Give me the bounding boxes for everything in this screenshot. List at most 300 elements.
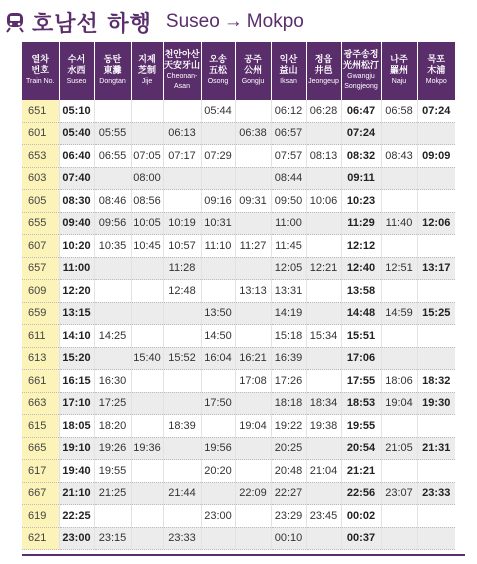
column-header-hanja: 五松 — [208, 66, 227, 76]
table-row — [22, 212, 455, 235]
time-cell: 11:45 — [271, 235, 306, 258]
time-cell: 13:50 — [201, 302, 235, 325]
time-cell: 08:46 — [94, 190, 131, 213]
time-cell: 12:06 — [417, 212, 455, 235]
time-cell — [381, 325, 417, 348]
time-cell: 13:31 — [271, 280, 306, 303]
time-cell: 21:10 — [59, 482, 94, 505]
column-header-en: Naju — [391, 78, 407, 85]
table-row — [22, 347, 455, 370]
time-cell — [306, 280, 341, 303]
time-cell — [201, 527, 235, 550]
column-header-kr: 열차 — [31, 55, 49, 65]
table-row — [22, 460, 455, 483]
time-cell — [306, 212, 341, 235]
time-cell — [235, 437, 271, 460]
time-cell — [94, 257, 131, 280]
time-cell: 23:29 — [271, 505, 306, 528]
time-cell — [381, 415, 417, 438]
column-header — [341, 42, 381, 100]
time-cell: 15:34 — [306, 325, 341, 348]
train-icon — [4, 11, 26, 33]
train-number-cell: 611 — [22, 325, 59, 348]
time-cell: 23:33 — [163, 527, 201, 550]
time-cell: 19:04 — [235, 415, 271, 438]
time-cell: 18:05 — [59, 415, 94, 438]
time-cell — [201, 280, 235, 303]
time-cell: 08:32 — [341, 145, 381, 168]
time-cell — [163, 505, 201, 528]
column-header-kr: 정읍 — [314, 55, 333, 65]
time-cell: 17:10 — [59, 392, 94, 415]
time-cell: 12:40 — [341, 257, 381, 280]
time-cell: 19:04 — [381, 392, 417, 415]
time-cell — [163, 190, 201, 213]
time-cell: 06:13 — [163, 122, 201, 145]
time-cell — [306, 347, 341, 370]
time-cell: 20:20 — [201, 460, 235, 483]
table-row — [22, 482, 455, 505]
time-cell: 07:57 — [271, 145, 306, 168]
time-cell — [381, 347, 417, 370]
time-cell: 23:00 — [59, 527, 94, 550]
time-cell: 14:59 — [381, 302, 417, 325]
time-cell: 22:27 — [271, 482, 306, 505]
time-cell: 09:40 — [59, 212, 94, 235]
column-header-en: Dongtan — [99, 78, 126, 85]
time-cell — [131, 482, 163, 505]
time-cell: 17:08 — [235, 370, 271, 393]
time-cell: 20:54 — [341, 437, 381, 460]
time-cell: 23:33 — [417, 482, 455, 505]
time-cell: 10:05 — [131, 212, 163, 235]
time-cell — [417, 460, 455, 483]
time-cell — [131, 392, 163, 415]
time-cell: 09:16 — [201, 190, 235, 213]
time-cell — [201, 415, 235, 438]
time-cell: 09:09 — [417, 145, 455, 168]
table-row — [22, 527, 455, 550]
time-cell — [381, 505, 417, 528]
time-cell: 12:51 — [381, 257, 417, 280]
column-header-en: Gwangju Songjeong — [344, 73, 378, 90]
time-cell: 08:00 — [131, 167, 163, 190]
time-cell: 07:05 — [131, 145, 163, 168]
time-cell: 09:50 — [271, 190, 306, 213]
time-cell: 14:48 — [341, 302, 381, 325]
column-header-kr: 익산 — [279, 55, 298, 65]
time-cell: 11:27 — [235, 235, 271, 258]
column-header-kr: 나주 — [390, 55, 408, 65]
time-cell: 18:06 — [381, 370, 417, 393]
time-cell — [163, 302, 201, 325]
time-cell: 23:00 — [201, 505, 235, 528]
time-cell — [94, 347, 131, 370]
time-cell: 07:24 — [341, 122, 381, 145]
time-cell — [381, 190, 417, 213]
time-cell — [417, 122, 455, 145]
time-cell: 21:31 — [417, 437, 455, 460]
time-cell: 09:11 — [341, 167, 381, 190]
time-cell: 23:15 — [94, 527, 131, 550]
time-cell: 22:56 — [341, 482, 381, 505]
time-cell: 15:18 — [271, 325, 306, 348]
column-header-kr: 천안아산 — [164, 50, 200, 60]
time-cell: 00:37 — [341, 527, 381, 550]
time-cell: 16:15 — [59, 370, 94, 393]
train-number-cell: 667 — [22, 482, 59, 505]
time-cell: 15:51 — [341, 325, 381, 348]
time-cell — [131, 415, 163, 438]
column-header-en: Cheonan-Asan — [166, 73, 198, 90]
column-header — [201, 42, 235, 100]
time-cell — [131, 122, 163, 145]
train-number-cell: 603 — [22, 167, 59, 190]
route-to: Mokpo — [246, 11, 304, 32]
time-cell — [417, 505, 455, 528]
timetable — [22, 42, 455, 550]
time-cell: 19:22 — [271, 415, 306, 438]
time-cell: 18:20 — [94, 415, 131, 438]
route-arrow: → — [223, 11, 243, 32]
time-cell: 11:10 — [201, 235, 235, 258]
column-header — [381, 42, 417, 100]
time-cell: 12:12 — [341, 235, 381, 258]
time-cell: 06:55 — [94, 145, 131, 168]
time-cell — [131, 460, 163, 483]
time-cell — [235, 100, 271, 122]
column-header-en: Suseo — [66, 78, 87, 85]
time-cell: 11:40 — [381, 212, 417, 235]
time-cell — [306, 527, 341, 550]
time-cell: 23:45 — [306, 505, 341, 528]
time-cell: 21:25 — [94, 482, 131, 505]
time-cell: 07:40 — [59, 167, 94, 190]
time-cell — [417, 325, 455, 348]
time-cell: 17:50 — [201, 392, 235, 415]
train-number-cell: 655 — [22, 212, 59, 235]
column-header-hanja: 木浦 — [427, 66, 446, 76]
time-cell — [417, 167, 455, 190]
time-cell — [306, 437, 341, 460]
time-cell — [131, 505, 163, 528]
route-from: Suseo — [165, 11, 220, 32]
train-number-cell: 665 — [22, 437, 59, 460]
column-header-en: Iksan — [280, 78, 297, 85]
time-cell: 17:26 — [271, 370, 306, 393]
time-cell: 11:29 — [341, 212, 381, 235]
column-header-hanja: 井邑 — [314, 66, 333, 76]
time-cell — [235, 325, 271, 348]
table-row — [22, 505, 455, 528]
time-cell — [235, 505, 271, 528]
column-header-hanja: 水西 — [67, 66, 86, 76]
time-cell — [94, 100, 131, 122]
time-cell: 10:06 — [306, 190, 341, 213]
time-cell — [131, 280, 163, 303]
time-cell — [201, 122, 235, 145]
time-cell: 19:55 — [94, 460, 131, 483]
time-cell: 19:55 — [341, 415, 381, 438]
time-cell: 15:52 — [163, 347, 201, 370]
column-header-hanja: 東灘 — [103, 66, 122, 76]
time-cell: 05:44 — [201, 100, 235, 122]
time-cell — [163, 167, 201, 190]
time-cell: 06:47 — [341, 100, 381, 122]
column-header — [271, 42, 306, 100]
time-cell: 21:21 — [341, 460, 381, 483]
time-cell: 06:38 — [235, 122, 271, 145]
time-cell: 11:00 — [271, 212, 306, 235]
table-row — [22, 302, 455, 325]
time-cell — [306, 482, 341, 505]
time-cell: 11:28 — [163, 257, 201, 280]
time-cell: 16:30 — [94, 370, 131, 393]
table-row — [22, 370, 455, 393]
column-header-hanja: 芝制 — [137, 66, 156, 76]
time-cell: 06:57 — [271, 122, 306, 145]
time-cell: 13:15 — [59, 302, 94, 325]
time-cell: 14:50 — [201, 325, 235, 348]
table-row — [22, 190, 455, 213]
time-cell: 17:55 — [341, 370, 381, 393]
time-cell: 19:30 — [417, 392, 455, 415]
time-cell — [94, 302, 131, 325]
time-cell: 07:29 — [201, 145, 235, 168]
train-number-cell: 621 — [22, 527, 59, 550]
column-header-hanja: 光州松汀 — [342, 61, 379, 71]
time-cell: 23:07 — [381, 482, 417, 505]
time-cell — [381, 460, 417, 483]
time-cell: 08:44 — [271, 167, 306, 190]
table-row — [22, 167, 455, 190]
column-header-en: Gongju — [241, 78, 265, 85]
time-cell: 05:10 — [59, 100, 94, 122]
column-header-hanja: 益山 — [279, 66, 298, 76]
train-number-cell: 617 — [22, 460, 59, 483]
time-cell: 22:25 — [59, 505, 94, 528]
train-number-cell: 651 — [22, 100, 59, 122]
train-number-cell: 613 — [22, 347, 59, 370]
time-cell: 15:40 — [131, 347, 163, 370]
time-cell: 00:10 — [271, 527, 306, 550]
time-cell — [235, 167, 271, 190]
time-cell — [163, 460, 201, 483]
time-cell: 15:25 — [417, 302, 455, 325]
time-cell: 07:17 — [163, 145, 201, 168]
time-cell — [417, 235, 455, 258]
time-cell — [417, 190, 455, 213]
time-cell: 12:20 — [59, 280, 94, 303]
time-cell — [381, 527, 417, 550]
train-number-cell: 657 — [22, 257, 59, 280]
time-cell: 19:26 — [94, 437, 131, 460]
time-cell: 18:32 — [417, 370, 455, 393]
column-header-hanja: 羅州 — [389, 66, 408, 76]
time-cell: 08:30 — [59, 190, 94, 213]
table-row — [22, 257, 455, 280]
column-header-en: Jeongeup — [308, 78, 339, 85]
time-cell — [381, 122, 417, 145]
time-cell: 14:19 — [271, 302, 306, 325]
time-cell: 15:20 — [59, 347, 94, 370]
column-header-kr: 공주 — [244, 55, 262, 65]
time-cell: 19:10 — [59, 437, 94, 460]
time-cell: 13:58 — [341, 280, 381, 303]
column-header-kr: 지제 — [138, 55, 156, 65]
column-header — [22, 42, 59, 100]
time-cell — [417, 415, 455, 438]
time-cell — [201, 482, 235, 505]
table-row — [22, 437, 455, 460]
time-cell — [131, 257, 163, 280]
route-label — [166, 11, 304, 33]
time-cell: 10:23 — [341, 190, 381, 213]
time-cell — [306, 235, 341, 258]
train-number-cell: 601 — [22, 122, 59, 145]
time-cell: 13:17 — [417, 257, 455, 280]
time-cell — [235, 460, 271, 483]
time-cell — [306, 167, 341, 190]
table-row — [22, 145, 455, 168]
time-cell — [163, 325, 201, 348]
train-number-cell: 663 — [22, 392, 59, 415]
time-cell: 05:55 — [94, 122, 131, 145]
time-cell — [94, 505, 131, 528]
time-cell: 18:53 — [341, 392, 381, 415]
time-cell — [306, 122, 341, 145]
time-cell: 14:25 — [94, 325, 131, 348]
time-cell: 18:34 — [306, 392, 341, 415]
time-cell: 16:21 — [235, 347, 271, 370]
time-cell: 18:39 — [163, 415, 201, 438]
column-header-kr: 오송 — [209, 55, 227, 65]
time-cell: 16:39 — [271, 347, 306, 370]
time-cell: 08:43 — [381, 145, 417, 168]
time-cell: 21:44 — [163, 482, 201, 505]
column-header-kr: 광주송정 — [343, 50, 379, 60]
time-cell: 07:24 — [417, 100, 455, 122]
time-cell — [235, 392, 271, 415]
column-header — [59, 42, 94, 100]
time-cell — [235, 302, 271, 325]
time-cell: 06:40 — [59, 145, 94, 168]
column-header — [94, 42, 131, 100]
page-title: 호남선 하행 — [32, 11, 152, 37]
time-cell: 10:31 — [201, 212, 235, 235]
column-header-en: Osong — [207, 78, 229, 85]
time-cell — [131, 100, 163, 122]
time-cell: 09:56 — [94, 212, 131, 235]
column-header — [306, 42, 341, 100]
time-cell — [94, 167, 131, 190]
time-cell — [235, 257, 271, 280]
train-number-cell: 615 — [22, 415, 59, 438]
time-cell: 16:04 — [201, 347, 235, 370]
time-cell — [163, 437, 201, 460]
time-cell — [417, 280, 455, 303]
table-row — [22, 100, 455, 122]
column-header-en: Jije — [141, 78, 153, 85]
time-cell — [417, 527, 455, 550]
time-cell: 00:02 — [341, 505, 381, 528]
time-cell — [235, 212, 271, 235]
time-cell — [417, 347, 455, 370]
train-number-cell: 659 — [22, 302, 59, 325]
time-cell: 09:31 — [235, 190, 271, 213]
time-cell: 10:35 — [94, 235, 131, 258]
time-cell — [131, 527, 163, 550]
time-cell — [306, 302, 341, 325]
time-cell: 19:38 — [306, 415, 341, 438]
table-row — [22, 280, 455, 303]
train-number-cell: 619 — [22, 505, 59, 528]
table-row — [22, 392, 455, 415]
time-cell — [201, 257, 235, 280]
train-number-cell: 605 — [22, 190, 59, 213]
time-cell: 20:48 — [271, 460, 306, 483]
time-cell: 14:10 — [59, 325, 94, 348]
header-row — [22, 42, 455, 100]
time-cell: 06:28 — [306, 100, 341, 122]
time-cell: 22:09 — [235, 482, 271, 505]
column-header — [417, 42, 455, 100]
time-cell: 19:36 — [131, 437, 163, 460]
train-number-cell: 661 — [22, 370, 59, 393]
column-header-hanja: 天安牙山 — [163, 61, 200, 71]
train-number-cell: 607 — [22, 235, 59, 258]
time-cell — [94, 280, 131, 303]
time-cell — [306, 370, 341, 393]
time-cell: 10:45 — [131, 235, 163, 258]
time-cell: 13:13 — [235, 280, 271, 303]
time-cell — [381, 280, 417, 303]
time-cell — [163, 370, 201, 393]
time-cell — [235, 145, 271, 168]
time-cell — [163, 100, 201, 122]
time-cell: 19:40 — [59, 460, 94, 483]
column-header-kr: 수서 — [67, 55, 86, 65]
time-cell: 10:57 — [163, 235, 201, 258]
table-row — [22, 235, 455, 258]
bottom-divider — [22, 554, 465, 556]
time-cell — [201, 167, 235, 190]
column-header-en: Train No. — [25, 78, 55, 85]
time-cell: 12:05 — [271, 257, 306, 280]
table-row — [22, 415, 455, 438]
time-cell: 17:25 — [94, 392, 131, 415]
time-cell: 21:05 — [381, 437, 417, 460]
time-cell: 08:56 — [131, 190, 163, 213]
time-cell — [163, 392, 201, 415]
column-header-hanja: 번호 — [31, 66, 49, 76]
column-header — [163, 42, 201, 100]
time-cell — [235, 527, 271, 550]
column-header — [235, 42, 271, 100]
time-cell: 12:48 — [163, 280, 201, 303]
time-cell — [381, 167, 417, 190]
time-cell — [131, 302, 163, 325]
time-cell: 20:25 — [271, 437, 306, 460]
time-cell: 10:20 — [59, 235, 94, 258]
time-cell — [381, 235, 417, 258]
title-bar — [4, 6, 304, 38]
time-cell: 12:21 — [306, 257, 341, 280]
time-cell: 10:19 — [163, 212, 201, 235]
time-cell: 11:00 — [59, 257, 94, 280]
time-cell: 06:12 — [271, 100, 306, 122]
time-cell: 17:06 — [341, 347, 381, 370]
